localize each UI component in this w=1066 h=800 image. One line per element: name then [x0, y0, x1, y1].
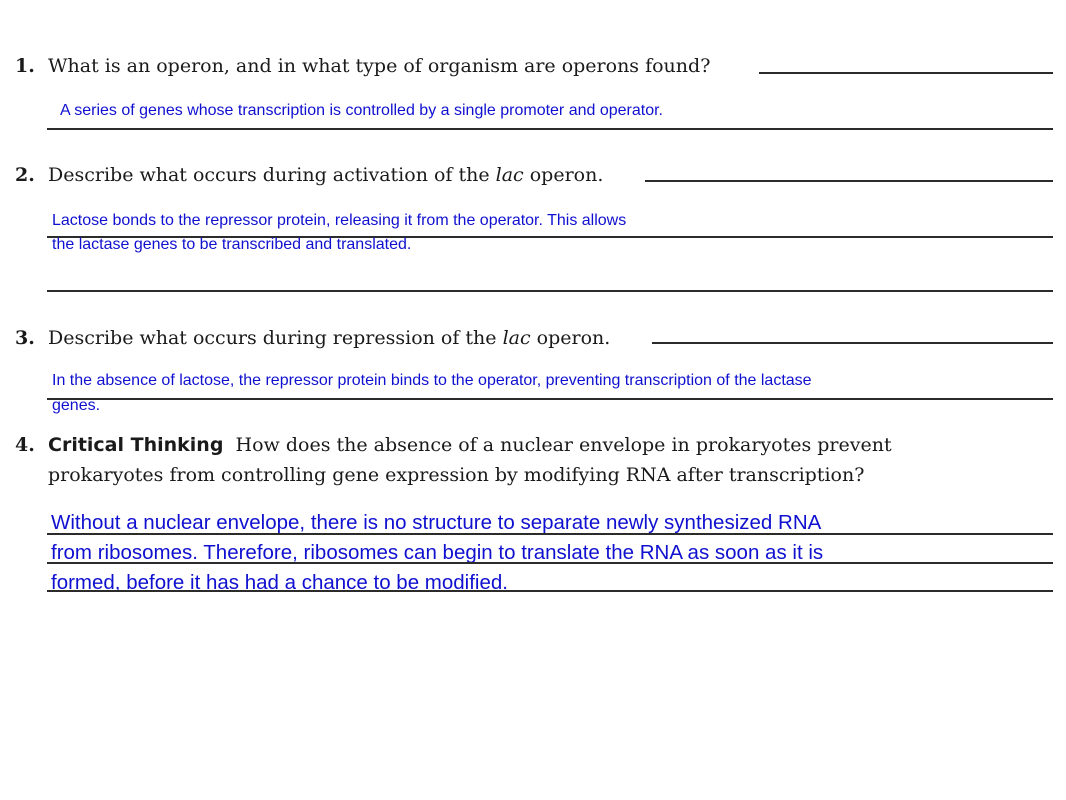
question-2: [15, 163, 603, 187]
question-1-number: 1.: [15, 55, 35, 77]
question-2-italic-lac: lac: [495, 164, 524, 186]
critical-thinking-label: Critical Thinking: [48, 434, 224, 456]
question-2-text-after: operon.: [523, 164, 604, 186]
question-3-text-before: Describe what occurs during repression of the: [48, 327, 503, 349]
question-2-text-before: Describe what occurs during activation of the: [48, 164, 496, 186]
answer-3-line-2: genes.: [52, 397, 101, 414]
question-3: [15, 326, 610, 350]
answer-4-rule-1: [47, 533, 1053, 535]
answer-4-line-2: from ribosomes. Therefore, ribosomes can begin to translate the RNA as soon as it is: [51, 541, 824, 564]
question-2-write-line: [645, 180, 1053, 182]
answer-2-rule-2: [47, 290, 1053, 292]
answer-3-rule-1: [47, 398, 1053, 400]
answer-1-rule-1: [47, 128, 1053, 130]
answer-4-line-1: Without a nuclear envelope, there is no structure to separate newly synthesized RNA: [51, 511, 822, 534]
question-4-text-line-2: prokaryotes from controlling gene expression by modifying RNA after transcription?: [48, 464, 865, 486]
question-4-text-line-1: How does the absence of a nuclear envelope in prokaryotes prevent: [235, 434, 892, 456]
question-3-italic-lac: lac: [502, 327, 531, 349]
question-2-number: 2.: [15, 164, 35, 186]
question-4-number: 4.: [15, 434, 35, 456]
answer-2-line-2: the lactase genes to be transcribed and translated.: [52, 236, 412, 253]
answer-4-rule-2: [47, 562, 1053, 564]
answer-4-line-3: formed, before it has had a chance to be modified.: [51, 571, 508, 594]
question-1: [15, 54, 710, 78]
answer-1-line-1: A series of genes whose transcription is controlled by a single promoter and operator.: [60, 102, 663, 119]
answer-3-line-1: In the absence of lactose, the repressor protein binds to the operator, preventing transcription of the lactase: [52, 372, 812, 389]
question-3-write-line: [652, 342, 1053, 344]
answer-4-rule-3: [47, 590, 1053, 592]
answer-2-line-1: Lactose bonds to the repressor protein, releasing it from the operator. This allows: [52, 212, 627, 229]
question-3-number: 3.: [15, 327, 35, 349]
question-4: [15, 433, 892, 457]
question-1-text: What is an operon, and in what type of organism are operons found?: [48, 55, 711, 77]
question-1-write-line: [759, 72, 1053, 74]
question-3-text-after: operon.: [530, 327, 611, 349]
